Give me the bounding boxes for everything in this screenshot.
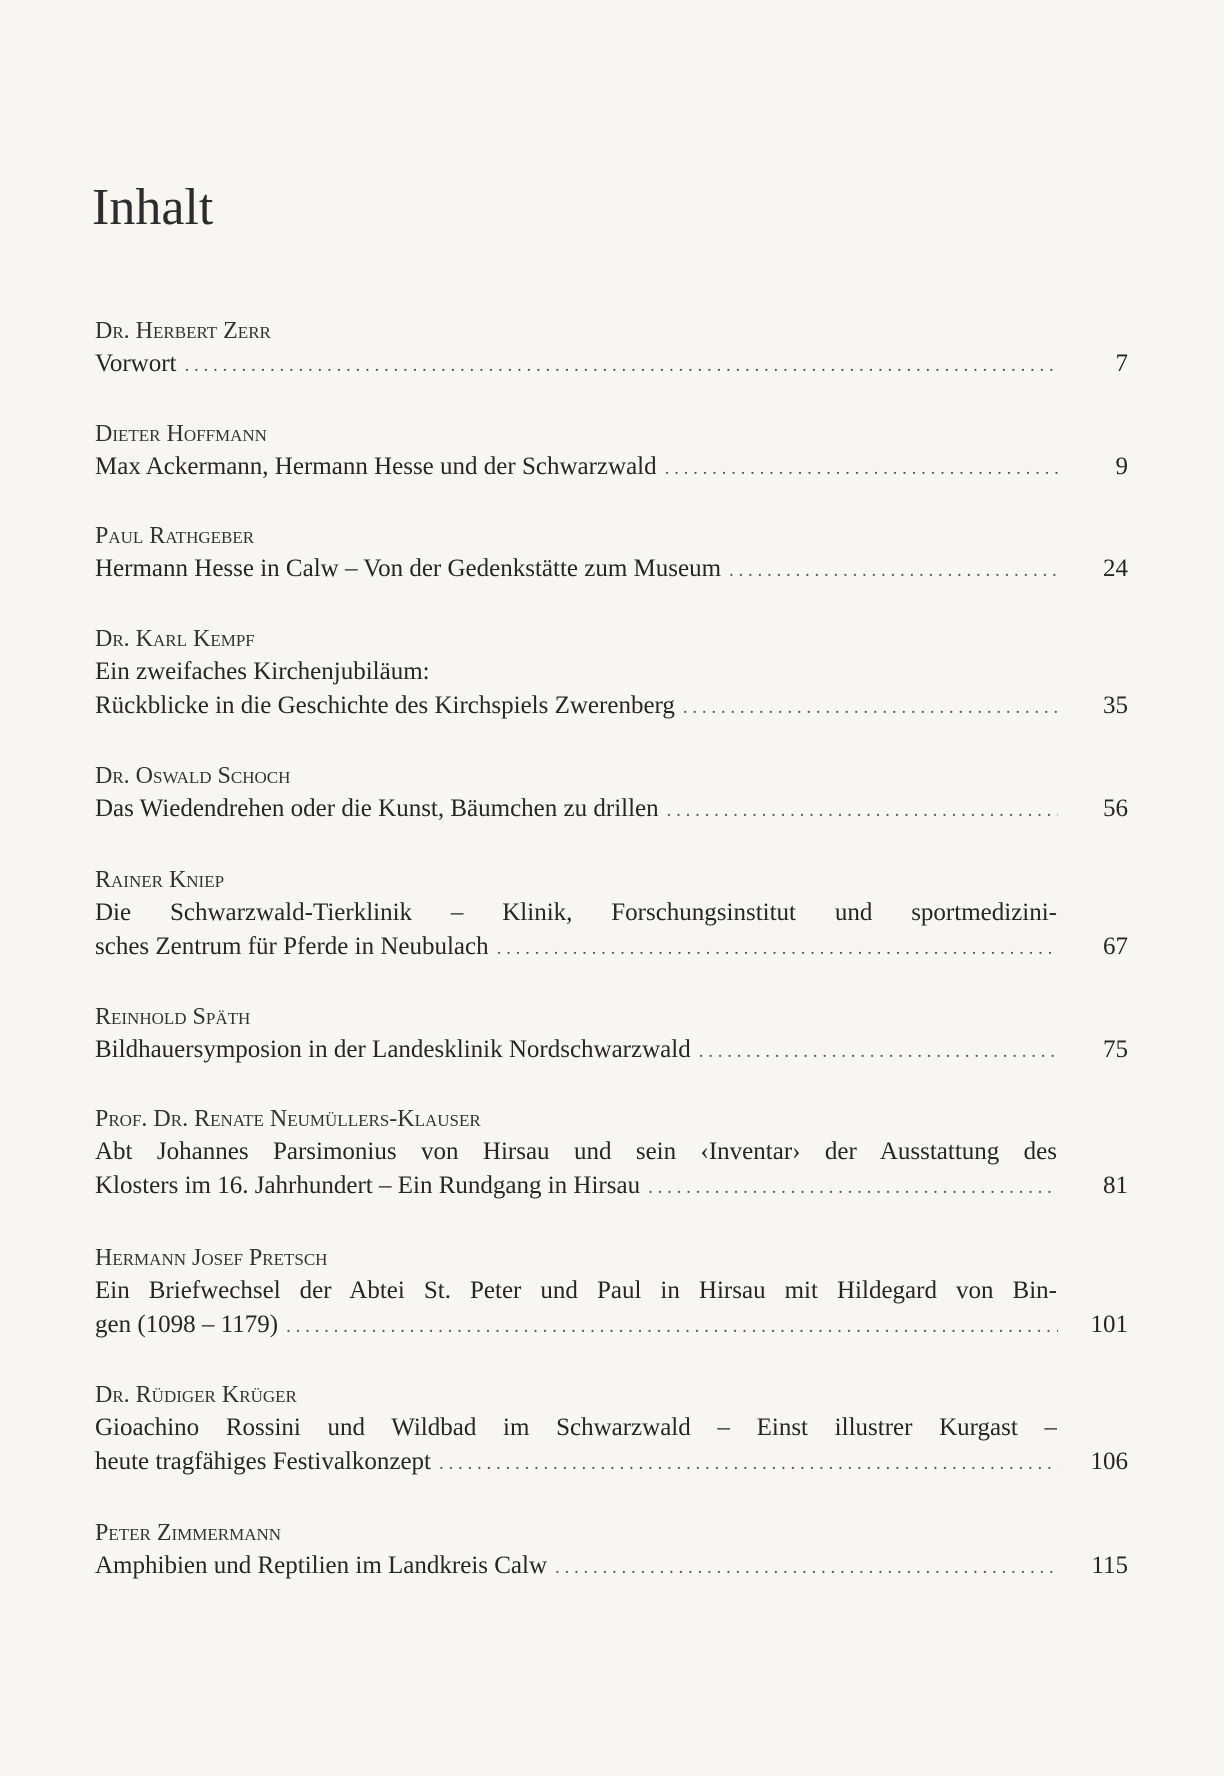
toc-title-line	[95, 689, 1128, 723]
toc-title-line	[95, 552, 1128, 586]
dot-leader	[184, 349, 1058, 381]
toc-title-line: Ein Briefwechsel der Abtei St. Peter und Paul in Hirsau mit Hildegard von Bin-	[95, 1277, 1057, 1304]
dot-leader	[497, 932, 1058, 964]
toc-page-number: 56	[1103, 795, 1128, 822]
toc-title-line	[95, 450, 1128, 484]
toc-page-number: 81	[1103, 1172, 1128, 1199]
toc-entry	[95, 520, 1128, 586]
toc-author: Reinhold Späth	[95, 1004, 251, 1030]
toc-title: Amphibien und Reptilien im Landkreis Calw	[95, 1552, 548, 1579]
toc-title: Bildhauersymposion in der Landesklinik Nordschwarzwald	[95, 1036, 691, 1063]
dot-leader	[667, 794, 1058, 826]
toc-author: Prof. Dr. Renate Neumüllers-Klauser	[95, 1106, 481, 1132]
toc-author: Dr. Oswald Schoch	[95, 763, 291, 789]
toc-entry	[95, 1517, 1128, 1583]
toc-title: Klosters im 16. Jahrhundert – Ein Rundgang in Hirsau	[95, 1172, 641, 1199]
toc-page-number: 75	[1103, 1036, 1128, 1063]
toc-page-number: 115	[1091, 1552, 1128, 1579]
toc-entry	[95, 864, 1128, 964]
toc-entry	[95, 1103, 1128, 1203]
dot-leader	[648, 1171, 1058, 1203]
toc-page-number: 106	[1090, 1448, 1128, 1475]
dot-leader	[683, 691, 1058, 723]
toc-title-line	[95, 792, 1128, 826]
dot-leader	[286, 1310, 1058, 1342]
toc-title-line	[95, 1308, 1128, 1342]
dot-leader	[439, 1447, 1058, 1479]
toc-entry	[95, 315, 1128, 381]
toc-title-line: Gioachino Rossini und Wildbad im Schwarzwald – Einst illustrer Kurgast –	[95, 1414, 1057, 1441]
toc-title: sches Zentrum für Pferde in Neubulach	[95, 933, 489, 960]
toc-title: heute tragfähiges Festivalkonzept	[95, 1448, 431, 1475]
toc-title-line	[95, 1549, 1128, 1583]
toc-page-number: 35	[1103, 692, 1128, 719]
toc-title: gen (1098 – 1179)	[95, 1311, 279, 1338]
toc-page-number: 101	[1090, 1311, 1128, 1338]
toc-entry	[95, 418, 1128, 484]
toc-title: Rückblicke in die Geschichte des Kirchspiels Zwerenberg	[95, 692, 675, 719]
toc-author: Dr. Herbert Zerr	[95, 318, 271, 344]
toc-title: Das Wiedendrehen oder die Kunst, Bäumchen zu drillen	[95, 795, 659, 822]
toc-page-number: 24	[1103, 555, 1128, 582]
toc-title-line	[95, 1033, 1128, 1067]
dot-leader	[699, 1035, 1058, 1067]
toc-entry	[95, 1379, 1128, 1479]
toc-author: Peter Zimmermann	[95, 1520, 282, 1546]
toc-entry	[95, 1001, 1128, 1067]
toc-author: Rainer Kniep	[95, 867, 225, 893]
dot-leader	[555, 1551, 1058, 1583]
dot-leader	[665, 452, 1058, 484]
toc-author: Dieter Hoffmann	[95, 421, 267, 447]
toc-title: Max Ackermann, Hermann Hesse und der Schwarzwald	[95, 453, 657, 480]
toc-title-line	[95, 1445, 1128, 1479]
toc-title: Vorwort	[95, 350, 177, 377]
toc-page-number: 67	[1103, 933, 1128, 960]
toc-title-line	[95, 1169, 1128, 1203]
toc-page-number: 9	[1115, 453, 1128, 480]
toc-author: Dr. Karl Kempf	[95, 626, 255, 652]
toc-title-line	[95, 930, 1128, 964]
dot-leader	[729, 554, 1058, 586]
toc-entry	[95, 760, 1128, 826]
toc-author: Paul Rathgeber	[95, 523, 255, 549]
toc-author: Hermann Josef Pretsch	[95, 1245, 328, 1271]
toc-entry	[95, 623, 1128, 723]
toc-title-line: Abt Johannes Parsimonius von Hirsau und sein ‹Inventar› der Ausstattung des	[95, 1138, 1057, 1165]
page-title: Inhalt	[92, 179, 214, 236]
toc-title-line	[95, 347, 1128, 381]
toc-title-line: Die Schwarzwald-Tierklinik – Klinik, Forschungsinstitut und sportmedizini-	[95, 899, 1057, 926]
toc-title-line: Ein zweifaches Kirchenjubiläum:	[95, 658, 430, 685]
toc-title: Hermann Hesse in Calw – Von der Gedenkstätte zum Museum	[95, 555, 722, 582]
toc-page-number: 7	[1115, 350, 1128, 377]
toc-entry	[95, 1242, 1128, 1342]
toc-author: Dr. Rüdiger Krüger	[95, 1382, 297, 1408]
